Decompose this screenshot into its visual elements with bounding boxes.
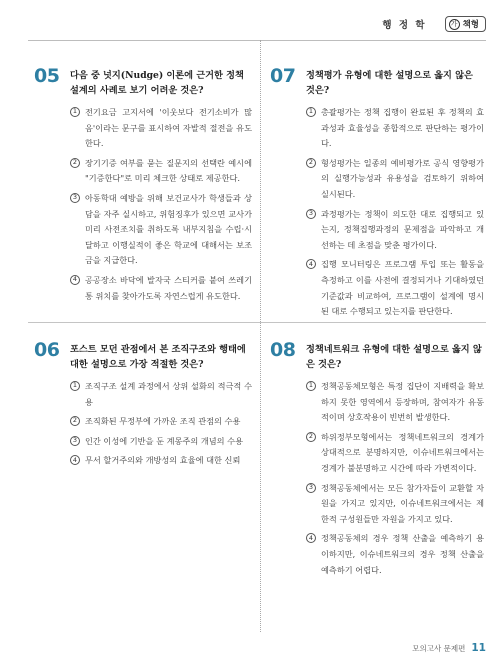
option-number-icon: 3	[306, 209, 316, 219]
option-text: 정책공동체에서는 모든 참가자들이 교환할 자원을 가지고 있지만, 이슈네트워크에서는 제한적 구성원들만 자원을 가지고 있다.	[321, 482, 484, 524]
option-item[interactable]	[306, 207, 484, 254]
question-number: 08	[270, 339, 296, 361]
booklet-type-label: 책형	[462, 20, 479, 30]
option-item[interactable]	[306, 379, 484, 426]
question-stem: 정책네트워크 유형에 대한 설명으로 옳지 않은 것은?	[306, 344, 482, 370]
option-item[interactable]	[306, 531, 484, 578]
option-text: 인간 이성에 기반을 둔 계몽주의 개념의 수용	[85, 435, 243, 446]
option-text: 조직화된 무정부에 가까운 조직 관점의 수용	[85, 416, 241, 427]
option-text: 정책공동체의 경우 정책 산출을 예측하기 용이하지만, 이슈네트워크의 경우 정책 산출을 예측하기 어렵다.	[321, 533, 484, 575]
option-number-icon: 4	[70, 275, 80, 285]
option-number-icon: 4	[306, 533, 316, 543]
option-item[interactable]	[70, 191, 252, 269]
question-number: 07	[270, 65, 296, 87]
question-stem: 포스트 모던 관점에서 본 조직구조와 행태에 대한 설명으로 가장 적절한 것은?	[70, 344, 246, 370]
option-text: 조직구조 설계 과정에서 상위 설화의 적극적 수용	[85, 381, 252, 407]
page-footer	[412, 642, 486, 654]
question-number: 05	[34, 65, 60, 87]
subject-title: 행 정 학	[382, 20, 427, 31]
option-text: 집행 모니터링은 프로그램 투입 또는 활동을 측정하고 이를 사전에 결정되거나 기대하였던 기준값과 비교하여, 프로그램이 설계에 명시된 대로 수행되고 있는지를 판단한다.	[321, 259, 484, 317]
option-item[interactable]	[70, 434, 252, 450]
option-item[interactable]	[306, 105, 484, 152]
option-text: 공공장소 바닥에 발자국 스티커를 붙여 쓰레기통 위치를 찾아가도록 자연스럽게 유도한다.	[85, 274, 252, 301]
option-list	[70, 379, 252, 469]
page-header	[382, 16, 486, 32]
footer-label: 모의고사 문제편	[412, 643, 466, 653]
option-number-icon: 2	[70, 416, 80, 426]
option-text: 과정평가는 정책이 의도한 대로 집행되고 있는지, 정책집행과정의 문제점을 파악하고 개선하는 데 초점을 맞춘 평가이다.	[321, 208, 484, 250]
option-number-icon: 1	[70, 107, 80, 117]
option-text: 형성평가는 일종의 예비평가로 공식 영향평가의 실행가능성과 유용성을 검토하기 위하여 실시된다.	[321, 157, 484, 199]
option-list	[70, 105, 252, 304]
question-number: 06	[34, 339, 60, 361]
question-06	[34, 339, 252, 473]
question-07	[270, 65, 484, 324]
option-number-icon: 4	[306, 259, 316, 269]
option-number-icon: 2	[306, 432, 316, 442]
option-number-icon: 4	[70, 455, 80, 465]
option-list	[306, 105, 484, 320]
header-rule	[28, 40, 486, 41]
question-stem: 다음 중 넛지(Nudge) 이론에 근거한 정책설계의 사례로 보기 어려운 것은?	[70, 70, 244, 96]
question-05	[34, 65, 252, 308]
column-divider	[260, 40, 261, 632]
option-list	[306, 379, 484, 578]
option-item[interactable]	[70, 273, 252, 304]
option-text: 무서 할거주의와 개방성의 효율에 대한 신뢰	[85, 455, 241, 466]
option-number-icon: 1	[306, 107, 316, 117]
option-text: 하위정부모형에서는 정책네트워크의 경계가 상대적으로 분명하지만, 이슈네트워크에서는 경계가 불분명하고 시간에 따라 가변적이다.	[321, 431, 484, 473]
page-number: 11	[471, 642, 486, 654]
booklet-type-circle: 가	[449, 19, 460, 30]
option-number-icon: 3	[70, 193, 80, 203]
option-number-icon: 1	[70, 381, 80, 391]
option-item[interactable]	[70, 379, 252, 410]
option-text: 전기요금 고지서에 '이웃보다 전기소비가 많음'이라는 문구를 표시하여 자발적 절전을 유도한다.	[85, 107, 252, 149]
option-item[interactable]	[70, 156, 252, 187]
option-text: 정책공동체모형은 특정 집단이 지배력을 확보하지 못한 영역에서 등장하며, 참여자가 유동적이며 상호작용이 빈번히 발생한다.	[321, 381, 484, 423]
option-item[interactable]	[306, 257, 484, 319]
option-item[interactable]	[70, 453, 252, 469]
option-text: 총괄평가는 정책 집행이 완료된 후 정책의 효과성과 효율성을 종합적으로 판단하는 평가이다.	[321, 107, 484, 149]
question-stem: 정책평가 유형에 대한 설명으로 옳지 않은 것은?	[306, 70, 473, 96]
option-number-icon: 3	[70, 436, 80, 446]
option-text: 장기기증 여부를 묻는 질문지의 선택란 예시에 "기증한다"로 미리 체크한 상태로 제공한다.	[85, 157, 252, 184]
booklet-type-tag	[445, 16, 486, 32]
option-item[interactable]	[70, 414, 252, 430]
question-08	[270, 339, 484, 582]
option-number-icon: 2	[306, 158, 316, 168]
option-number-icon: 3	[306, 483, 316, 493]
option-item[interactable]	[306, 156, 484, 203]
option-text: 아동학대 예방을 위해 보건교사가 학생들과 상담을 자주 실시하고, 위험징후가 있으면 교사가 미리 사전조치를 취하도록 내부지침을 수립·시달하고 이행실적이 좋은 학교에 대해서는 보조금을 지급한다.	[85, 192, 252, 266]
option-number-icon: 2	[70, 158, 80, 168]
option-item[interactable]	[306, 430, 484, 477]
option-number-icon: 1	[306, 381, 316, 391]
option-item[interactable]	[306, 481, 484, 528]
option-item[interactable]	[70, 105, 252, 152]
